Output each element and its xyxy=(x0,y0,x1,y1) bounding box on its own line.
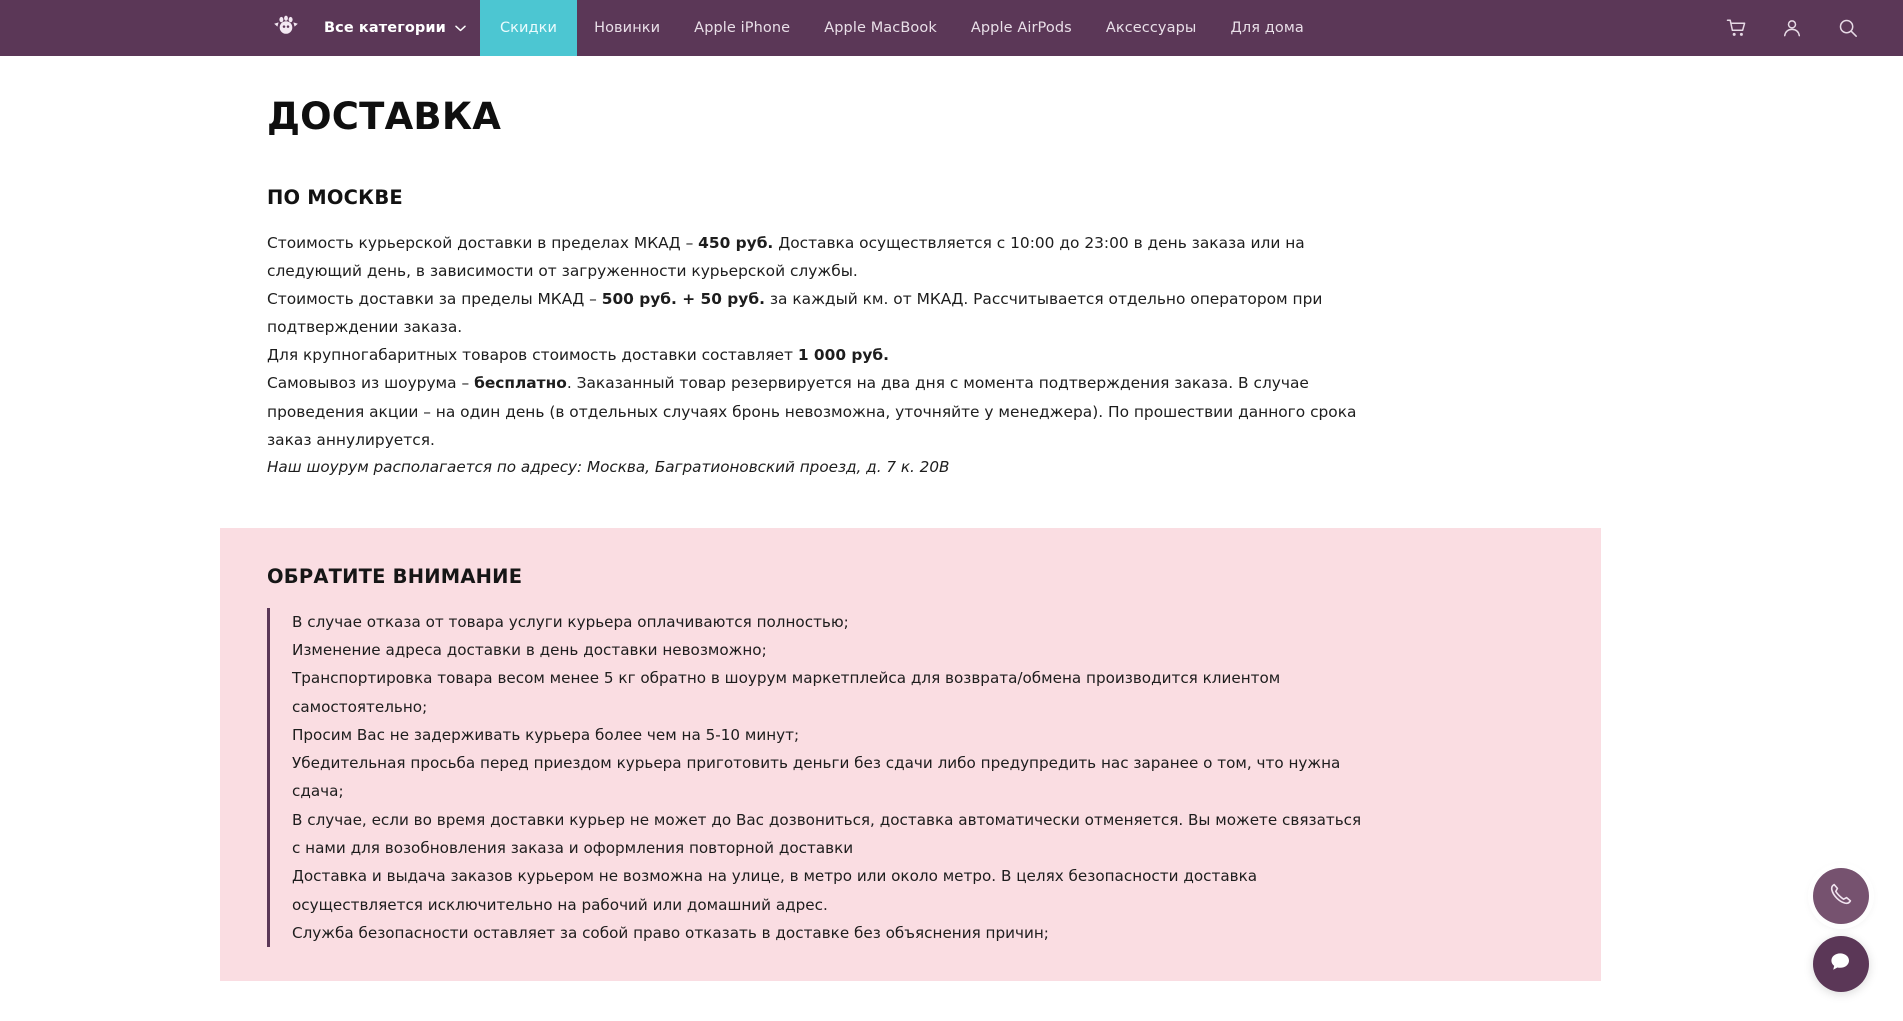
nav-item-label: Аксессуары xyxy=(1105,20,1197,36)
nav-item-label: Скидки xyxy=(499,20,558,36)
paragraph-emphasis: 1 000 руб. xyxy=(797,346,890,365)
paragraph-text: . Заказанный товар резервируется на два дня с момента подтверждения заказа. В случае проведения акции – на один день (в отдельных случаях бронь невозможна, уточняйте у менеджера). По прошествии данного срока заказ аннулируется. xyxy=(267,374,1357,449)
nav-item-for-home[interactable] xyxy=(1213,0,1320,56)
paragraph-text: Для крупногабаритных товаров стоимость доставки составляет xyxy=(267,346,798,365)
attention-note: В случае отказа от товара услуги курьера оплачиваются полностью; xyxy=(292,612,849,631)
nav-item-apple-iphone[interactable] xyxy=(677,0,807,56)
paragraph xyxy=(267,229,1360,285)
content-container xyxy=(0,96,1381,981)
nav-action-icons xyxy=(1721,0,1903,56)
nav-item-apple-airpods[interactable] xyxy=(954,0,1089,56)
paragraph xyxy=(267,369,1360,454)
paragraph-text: Стоимость курьерской доставки в пределах МКАД – xyxy=(267,233,699,252)
primary-nav xyxy=(310,0,1321,56)
paragraph-emphasis: 450 руб. xyxy=(698,233,774,252)
phone-icon xyxy=(1828,881,1854,911)
nav-item-all-categories[interactable] xyxy=(310,0,480,56)
showroom-address-note: Наш шоурум располагается по адресу: Москва, Багратионовский проезд, д. 7 к. 20В xyxy=(267,458,950,477)
nav-item-accessories[interactable] xyxy=(1089,0,1214,56)
paw-logo-icon xyxy=(273,14,299,42)
page-title: ДОСТАВКА xyxy=(267,95,502,138)
paragraph-text: Стоимость доставки за пределы МКАД – xyxy=(267,289,602,308)
site-logo[interactable] xyxy=(262,0,310,56)
chat-fab[interactable] xyxy=(1813,936,1869,992)
all-categories-label: Все категории xyxy=(324,20,446,36)
delivery-paragraphs xyxy=(267,229,1381,482)
nav-item-label: Apple MacBook xyxy=(824,20,937,36)
attention-note: Просим Вас не задерживать курьера более чем на 5-10 минут; xyxy=(292,725,800,744)
attention-note: Транспортировка товара весом менее 5 кг обратно в шоурум маркетплейса для возврата/обмена производится клиентом самостоятельно; xyxy=(292,669,1281,716)
attention-inner xyxy=(220,565,1601,947)
attention-note: В случае, если во время доставки курьер не может до Вас дозвониться, доставка автоматически отменяется. Вы можете связаться с нами для возобновления заказа и оформления повторной доставки xyxy=(292,810,1362,857)
search-icon[interactable] xyxy=(1833,13,1863,43)
attention-title: ОБРАТИТЕ ВНИМАНИЕ xyxy=(267,564,523,588)
floating-action-buttons xyxy=(1813,868,1869,992)
nav-item-apple-macbook[interactable] xyxy=(807,0,954,56)
paragraph-text: Доставка осуществляется с 10:00 до 23:00 в день заказа или на следующий день, в зависимости от загруженности курьерской службы. xyxy=(267,233,1305,280)
paragraph xyxy=(267,341,1360,369)
chat-bubble-icon xyxy=(1827,948,1855,980)
nav-left-spacer xyxy=(0,0,262,56)
paragraph xyxy=(267,285,1360,341)
attention-box xyxy=(220,528,1601,981)
paragraph-text: за каждый км. от МКАД. Рассчитывается отдельно оператором при подтверждении заказа. xyxy=(267,289,1323,337)
paragraph-emphasis: бесплатно xyxy=(474,374,567,393)
attention-note: Служба безопасности оставляет за собой право отказать в доставке без объяснения причин; xyxy=(292,923,1049,942)
cart-icon[interactable] xyxy=(1721,13,1751,43)
phone-fab[interactable] xyxy=(1813,868,1869,924)
top-navigation-bar xyxy=(0,0,1903,56)
nav-item-novinki[interactable] xyxy=(577,0,677,56)
nav-item-label: Apple iPhone xyxy=(694,20,791,36)
chevron-down-icon xyxy=(455,20,466,36)
nav-item-label: Для дома xyxy=(1230,20,1304,36)
nav-item-skidki[interactable] xyxy=(480,0,577,56)
page-body xyxy=(0,96,1903,1021)
attention-note: Убедительная просьба перед приездом курьера приготовить деньги без сдачи либо предупредить нас заранее о том, что нужна сдача; xyxy=(292,754,1341,801)
attention-notes-list xyxy=(267,608,1561,947)
paragraph-emphasis: 500 руб. + 50 руб. xyxy=(601,289,765,308)
account-icon[interactable] xyxy=(1777,13,1807,43)
attention-note: Изменение адреса доставки в день доставки невозможно; xyxy=(292,641,767,660)
nav-item-label: Новинки xyxy=(594,20,661,36)
attention-note: Доставка и выдача заказов курьером не возможна на улице, в метро или около метро. В целях безопасности доставка осуществляется исключительно на рабочий или домашний адрес. xyxy=(292,867,1258,914)
nav-item-label: Apple AirPods xyxy=(970,20,1072,36)
paragraph-text: Самовывоз из шоурума – xyxy=(267,374,475,393)
section-title-po-moskve: ПО МОСКВЕ xyxy=(267,185,403,209)
